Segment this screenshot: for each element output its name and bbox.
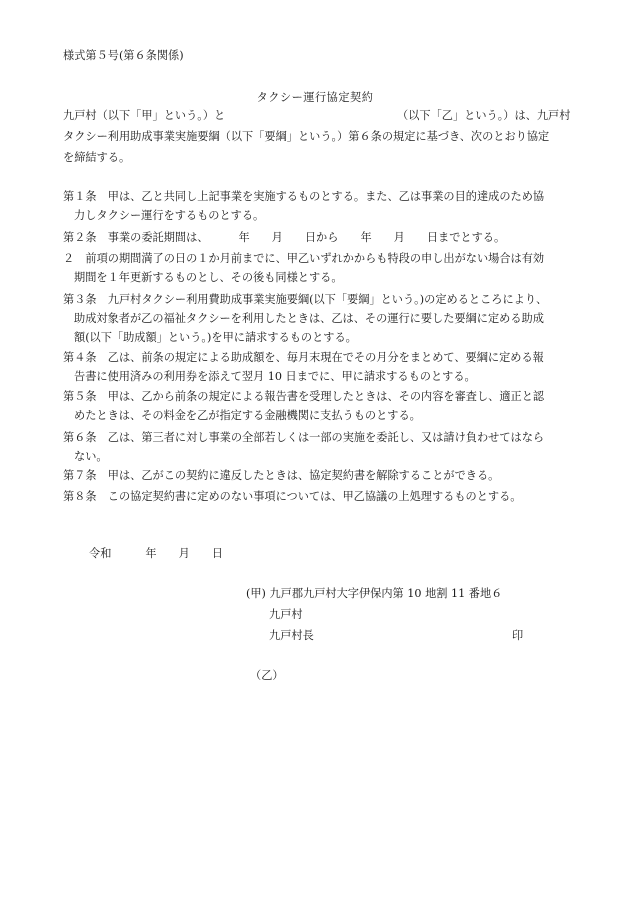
article-2-paragraph-2-line-2: 期間を１年更新するものとし、その後も同様とする。 xyxy=(74,271,343,284)
article-6-line-1: 第６条 乙は、第三者に対し事業の全部若しくは一部の実施を委託し、又は請け負わせてはなら xyxy=(63,431,545,444)
date-era: 令和 xyxy=(89,547,112,560)
date-day: 日 xyxy=(211,547,223,560)
article-5-line-2: めたときは、その料金を乙が指定する金融機関に支払うものとする。 xyxy=(74,409,421,422)
article-1-line-1: 第１条 甲は、乙と共同し上記事業を実施するものとする。また、乙は事業の目的達成のため協 xyxy=(63,190,545,203)
article-2 xyxy=(63,228,569,247)
article-2-day-to: 日までとする。 xyxy=(426,231,506,244)
date-year: 年 xyxy=(145,547,157,560)
article-3-line-1: 第３条 九戸村タクシー利用費助成事業実施要綱(以下「要綱」という。)の定めるところにより、 xyxy=(63,293,548,306)
contract-date xyxy=(89,544,223,563)
article-2-day-from: 日から xyxy=(304,231,339,244)
article-3-line-3: 額(以下「助成額」という。)を甲に請求するものとする。 xyxy=(74,331,357,344)
intro-line-3: を締結する。 xyxy=(63,151,131,164)
article-2-month-to: 月 xyxy=(393,231,405,244)
document-title: タクシー運行協定契約 xyxy=(256,91,374,104)
party-a-address: (甲) 九戸郡九戸村大字伊保内第 10 地割 11 番地６ xyxy=(246,587,503,600)
article-2-paragraph-2-line-1: ２ 前項の期間満了の日の１か月前までに、甲乙いずれかからも特段の申し出がない場合は有効 xyxy=(63,252,545,265)
article-4-line-1: 第４条 乙は、前条の規定による助成額を、毎月末現在でその月分をまとめて、要綱に定める報 xyxy=(63,351,544,364)
article-7 xyxy=(63,466,569,485)
date-month: 月 xyxy=(178,547,190,560)
article-1 xyxy=(63,187,569,225)
article-5 xyxy=(63,387,569,425)
article-3-line-2: 助成対象者が乙の福祉タクシーを利用したときは、乙は、その運行に要した要綱に定める助成 xyxy=(74,312,544,325)
seal-mark: 印 xyxy=(512,629,524,642)
article-1-line-2: 力しタクシー運行をするものとする。 xyxy=(74,209,265,222)
article-4 xyxy=(63,348,569,386)
article-2-year-from: 年 xyxy=(238,231,250,244)
article-2-lead: 第２条 事業の委託期間は、 xyxy=(63,231,209,244)
article-2-paragraph-2 xyxy=(63,249,569,287)
party-b-label: （乙） xyxy=(250,669,284,682)
article-7-line-1: 第７条 甲は、乙がこの契約に違反したときは、協定契約書を解除することができる。 xyxy=(63,469,500,482)
article-3 xyxy=(63,290,569,347)
intro-line-1-right: （以下「乙」という。）は、九戸村 xyxy=(397,109,571,122)
article-8-line-1: 第８条 この協定契約書に定めのない事項については、甲乙協議の上処理するものとする。 xyxy=(63,490,522,503)
intro-line-2: タクシー利用助成事業実施要綱（以下「要綱」という。）第６条の規定に基づき、次のとおり協定 xyxy=(63,130,550,143)
party-a-mayor: 九戸村長 xyxy=(269,629,314,642)
party-a-village: 九戸村 xyxy=(269,608,303,621)
form-number: 様式第５号(第６条関係) xyxy=(63,49,184,62)
article-2-month-from: 月 xyxy=(271,231,283,244)
article-4-line-2: 告書に使用済みの利用券を添えて翌月 10 日までに、甲に請求するものとする。 xyxy=(74,370,476,383)
article-6 xyxy=(63,428,569,466)
article-5-line-1: 第５条 甲は、乙から前条の規定による報告書を受理したときは、その内容を審査し、適正と認 xyxy=(63,390,545,403)
article-2-year-to: 年 xyxy=(360,231,372,244)
intro-line-1-left: 九戸村（以下「甲」という。）と xyxy=(63,109,226,122)
article-8 xyxy=(63,487,569,506)
article-6-line-2: ない。 xyxy=(74,450,108,463)
